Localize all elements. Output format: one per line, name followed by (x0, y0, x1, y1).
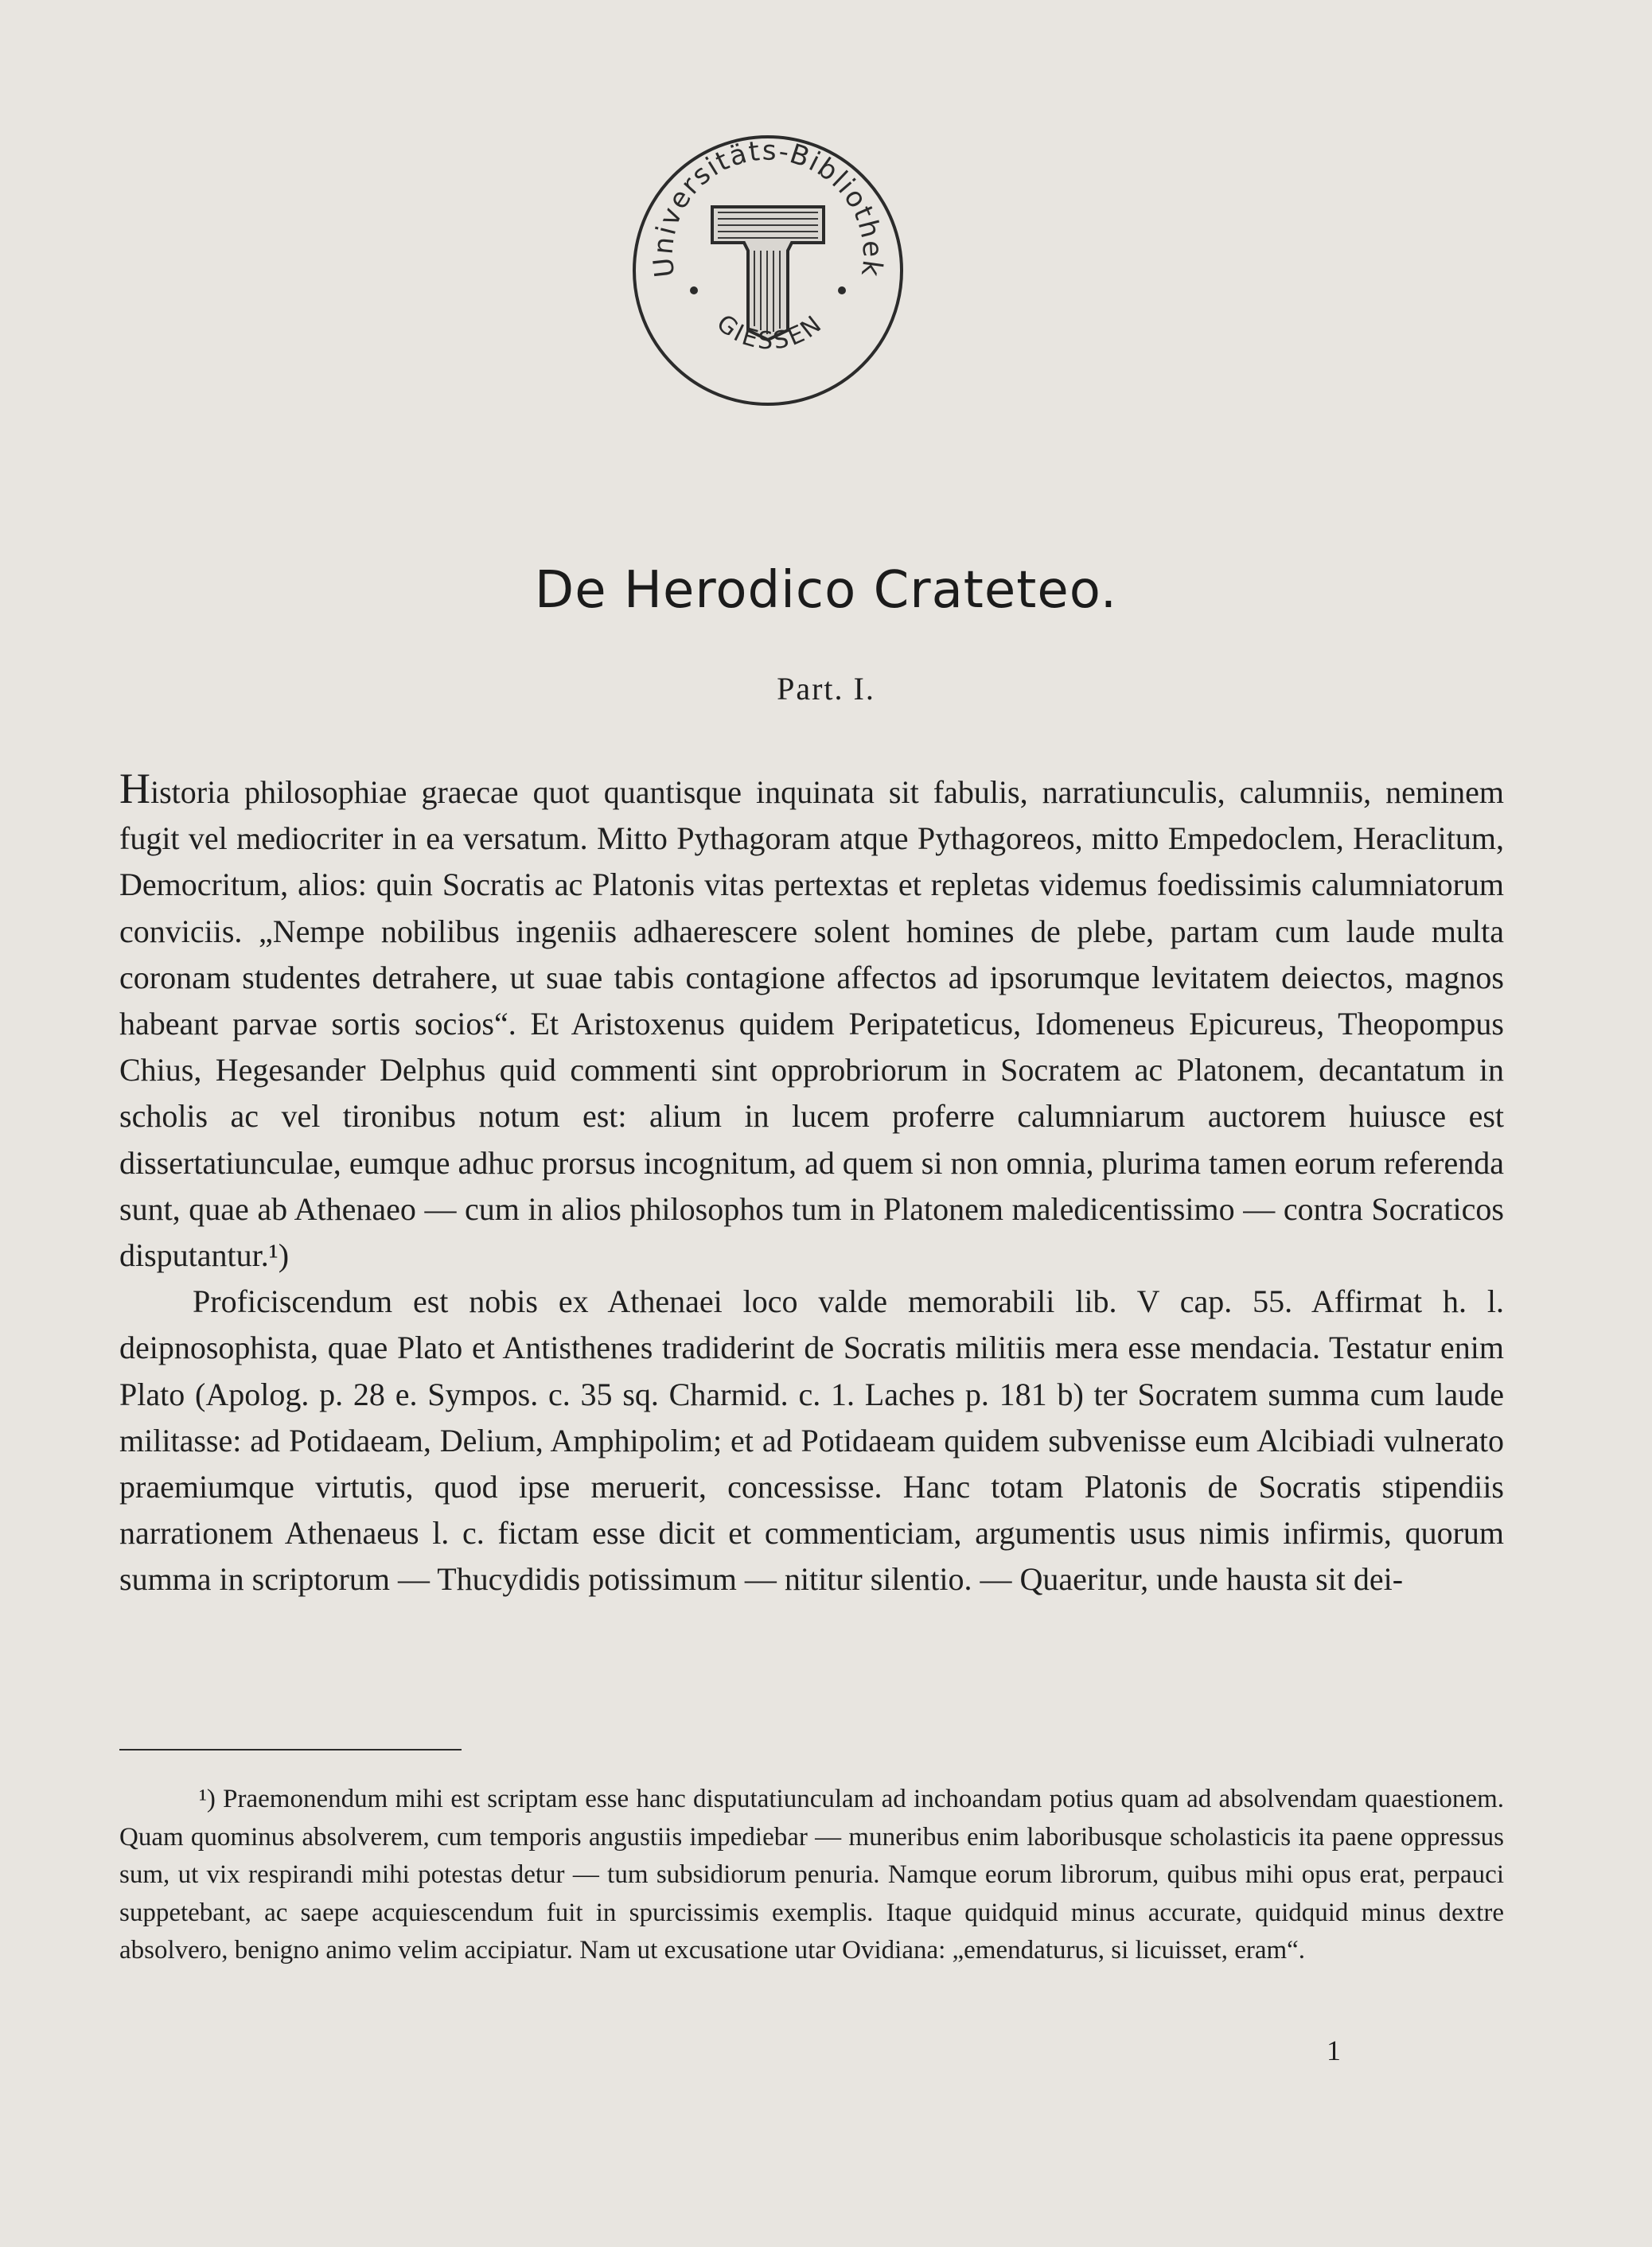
paragraph-1-text: istoria philosophiae graecae quot quantisque inquinata sit fabulis, narratiunculis, calumniis, neminem fugit vel mediocriter in ea versatum. Mitto Pythagoram atque Pythagoreos, mitto Empedoclem, Heraclitum, Democritum, alios: quin Socratis ac Platonis vitas pertextas et repletas videmus foedissimis calumniatorum conviciis. „Nempe nobilibus ingeniis adhaerescere solent homines de plebe, partam cum laude multa coronam studentes detrahere, ut suae tabis contagione affectos ad ipsorumque levitatem deiectos, magnos habeant parvae sortis socios“. Et Aristoxenus quidem Peripateticus, Idomeneus Epicureus, Theopompus Chius, Hegesander Delphus quid commenti sint opprobriorum in Socratem ac Platonem, decantatum in scholis ac vel tironibus notum est: alium in lucem proferre calumniarum auctorem huiusce est dissertatiunculae, eumque adhuc prorsus incognitum, ad quem si non omnia, plurima tamen eorum referenda sunt, quae ab Athenaeo — cum in alios philosophos tum in Platonem maledicentissimo — contra Socraticos disputantur.¹) (119, 774, 1504, 1274)
library-stamp-seal (629, 131, 907, 410)
main-text (119, 765, 1504, 1603)
svg-text:GIESSEN: GIESSEN (711, 309, 829, 356)
footnote (119, 1781, 1504, 1970)
library-stamp (629, 131, 907, 410)
paragraph-2: Proficiscendum est nobis ex Athenaei loco valde memorabili lib. V cap. 55. Affirmat h. l. deipnosophista, quae Plato et Antisthenes tradiderint de Socratis militiis mera esse mendacia. Testatur enim Plato (Apolog. p. 28 e. Sympos. c. 35 sq. Charmid. c. 1. Laches p. 181 b) ter Socratem summa cum laude militasse: ad Potidaeam, Delium, Amphipolim; et ad Potidaeam quidem subvenisse eum Alcibiadi vulnerato praemiumque virtutis, quod ipse meruerit, concessisse. Hanc totam Platonis de Socratis stipendiis narrationem Athenaeus l. c. fictam esse dicit et commenticiam, argumentis usus nimis infirmis, quorum summa in scriptorum — Thucydidis potissimum — nititur silentio. — Quaeritur, unde hausta sit dei- (119, 1283, 1504, 1598)
footnote-paragraph (119, 1781, 1504, 1970)
svg-text:Universitäts-Bibliothek: Universitäts-Bibliothek (647, 134, 889, 280)
part-heading: Part. I. (777, 671, 875, 707)
footnote-text: Praemonendum mihi est scriptam esse hanc disputatiunculam ad inchoandam potius quam ad absolvendam quaestionem. Quam quominus absolverem, cum temporis angustiis impediebar — muneribus enim laboribusque scholasticis ita paene oppressus sum, ut vix respirandi mihi potestas detur — tum subsidiorum penuria. Namque eorum librorum, quibus mihi opus erat, perpauci suppetebant, ac saepe acquiescendum fuit in spurcissimis exemplis. Itaque quidquid minus accurate, quidquid minus dextre absolvero, benigno animo velim accipiatur. Nam ut excusatione utar Ovidiana: „emendaturus, si licuisset, eram“. (119, 1785, 1504, 1965)
paragraph-1 (119, 765, 1504, 1279)
page-number: 1 (1327, 2035, 1341, 2066)
initial-letter: H (119, 765, 150, 812)
footnote-divider (119, 1749, 462, 1750)
footnote-marker: ¹) (199, 1785, 216, 1813)
article-title: De Herodico Crateteo. (534, 561, 1118, 620)
